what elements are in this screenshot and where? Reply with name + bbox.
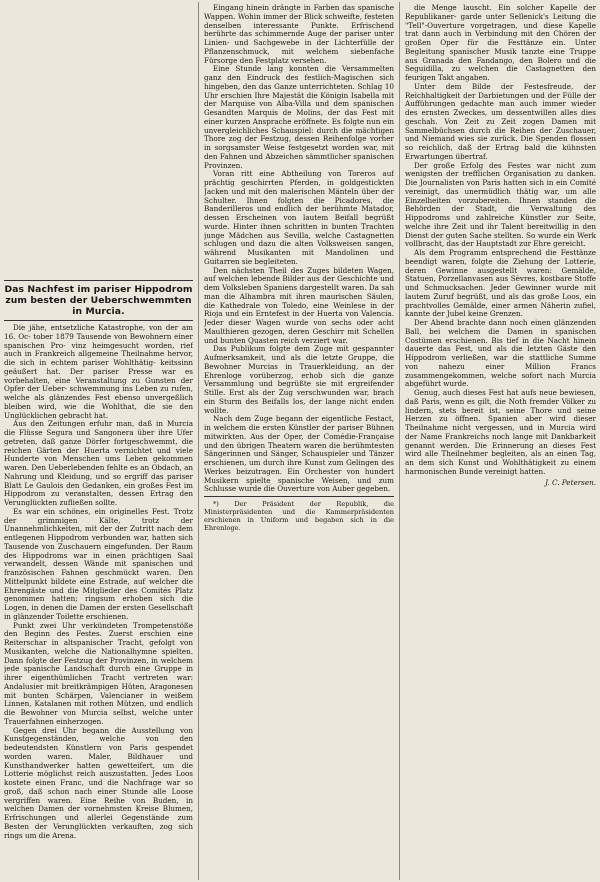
column-right	[405, 4, 596, 880]
paragraph: Punkt zwei Uhr verkündeten Trompetenstöße den Beginn des Festes. Zuerst erschien eine Reiterschar in altspanischer Tracht, gefolgt von Musikanten, welche die Nationalhymne spielten. Dann folgte der Festzug der Provinzen, in welchem jede spanische Landschaft durch eine Gruppe in ihrer eigenthümlichen Tracht vertreten war: Andalusier mit breitkrämpigen Hüten, Aragonesen mit bunten Schärpen, Valencianer in weißem Linnen, Katalanen mit rothen Mützen, und endlich die Bewohner von Murcia selbst, welche unter Trauerfahnen einherzogen.	[4, 620, 193, 726]
headline-rule	[4, 320, 193, 321]
paragraph: Aus den Zeitungen erfuhr man, daß in Murcia die Flüsse Segura und Sangonera über ihre Ufer getreten, daß ganze Dörfer fortgeschwemmt, die reichen Gärten der Huerta vernichtet und viele Hunderte von Menschen ums Leben gekommen waren. Den Ueberlebenden fehlte es an Obdach, an Nahrung und Kleidung, und so ergriff das pariser Blatt Le Gaulois den Gedanken, ein großes Fest im Hippodrom zu veranstalten, dessen Ertrag den Verunglückten zufließen sollte.	[4, 419, 193, 507]
column-middle	[204, 4, 394, 880]
paragraph: Unter dem Bilde der Festesfreude, der Reichhaltigkeit der Darbietungen und der Fülle der Aufführungen gedachte man auch immer wieder des ernsten Zweckes, um dessentwillen alles dies geschah. Von Zeit zu Zeit zogen Damen mit Sammelbüchsen durch die Reihen der Zuschauer, und Niemand wies sie zurück. Die Spenden flossen so reichlich, daß der Ertrag bald die kühnsten Erwartungen übertraf.	[405, 81, 596, 161]
paragraph: Der Abend brachte dann noch einen glänzenden Ball, bei welchem die Damen in spanischen Costümen erschienen. Bis tief in die Nacht hinein dauerte das Fest, und als die letzten Gäste den Hippodrom verließen, war die stattliche Summe von nahezu einer Million Francs zusammengekommen, welche sofort nach Murcia abgeführt wurde.	[405, 318, 596, 389]
column-left	[4, 4, 193, 880]
paragraph: Das Publikum folgte dem Zuge mit gespannter Aufmerksamkeit, und als die letzte Gruppe, die Bewohner Murcias in Trauerkleidung, an der Ehrenloge vorüberzog, erhob sich die ganze Versammlung und begrüßte sie mit ergreifender Stille. Erst als der Zug verschwunden war, brach ein Sturm des Beifalls los, der lange nicht enden wollte.	[204, 344, 394, 415]
paragraph: Nach dem Zuge begann der eigentliche Festact, in welchem die ersten Künstler der pariser Bühnen mitwirkten. Aus der Oper, der Comédie-Française und den übrigen Theatern waren die berühmtesten Sängerinnen und Sänger, Schauspieler und Tänzer erschienen, um durch ihre Kunst zum Gelingen des Werkes beizutragen. Ein Orchester von hundert Musikern spielte spanische Weisen, und zum Schlusse wurde die Ouverture von Auber gegeben.	[204, 414, 394, 494]
paragraph: Die jähe, entsetzliche Katastrophe, von der am 16. Oc- tober 1879 Tausende von Bewohnern einer spanischen Pro- vinz heimgesucht worden, rief auch in Frankreich allgemeine Theilnahme hervor, die sich in echtem pariser Wohlthätig- keitssinn geäußert hat. Der pariser Presse war es vorbehalten, eine Veranstaltung zu Gunsten der Opfer der Ueber- schwemmung ins Leben zu rufen, welche als glänzendes Fest ebenso unvergeßlich bleiben wird, wie die Wohlthat, die sie den Unglücklichen gebracht hat.	[4, 323, 193, 420]
paragraph: Gegen drei Uhr begann die Ausstellung von Kunstgegenständen, welche von den bedeutendsten Künstlern von Paris gespendet worden waren. Maler, Bildhauer und Kunsthandwerker hatten gewetteifert, um die Lotterie möglichst reich auszustatten. Jedes Loos kostete einen Franc, und die Nachfrage war so groß, daß schon nach einer Stunde alle Loose vergriffen waren. Eine Reihe von Buden, in welchen Damen der vornehmsten Kreise Blumen, Erfrischungen und allerlei Gegenstände zum Besten der Verunglückten verkauften, zog sich rings um die Arena.	[4, 725, 193, 840]
paragraph: Als dem Programm entsprechend die Festtänze beendigt waren, folgte die Ziehung der Lotterie, deren Gewinne ausgestellt waren: Gemälde, Statuen, Porzellanvasen aus Sèvres, kostbare Stoffe und Schmucksachen. Jeder Gewinner wurde mit lautem Zuruf begrüßt, und als das große Loos, ein prachtvolles Gemälde, einer armen Näherin zufiel, kannte der Jubel keine Grenzen.	[405, 248, 596, 319]
footnote-rule	[204, 496, 394, 497]
paragraph: Es war ein schönes, ein originelles Fest. Trotz der grimmigen Kälte, trotz der Unannehmlichkeiten, mit der der Zutritt nach dem entlegenen Hippodrom verbunden war, hatten sich Tausende von Zuschauern eingefunden. Der Raum des Hippodroms war in einen prächtigen Saal verwandelt, dessen Wände mit spanischen und französischen Fahnen geschmückt waren. Den Mittelpunkt bildete eine Estrade, auf welcher die Ehrengäste und die Mitglieder des Comités Platz genommen hatten; ringsum erhoben sich die Logen, in denen die Damen der ersten Gesellschaft in glänzender Toilette erschienen.	[4, 506, 193, 621]
paragraph: Den nächsten Theil des Zuges bildeten Wagen, auf welchen lebende Bilder aus der Geschichte und dem Volksleben Spaniens dargestellt waren. Da sah man die Alhambra mit ihren maurischen Säulen, die Kathedrale von Toledo, eine Weinlese in der Rioja und ein Erntefest in der Huerta von Valencia. Jeder dieser Wagen wurde von sechs oder acht Maulthieren gezogen, deren Geschirr mit Schellen und bunten Quasten reich verziert war.	[204, 265, 394, 345]
paragraph: Eingang hinein drängte in Farben das spanische Wappen. Wohin immer der Blick schweifte, festeten denselben interessante Punkte. Erfrischend berührte das schimmernde Auge der pariser unter Linien- und Sachgewebe in der Lichterfülle der Pflanzenschmuck, mit welchem siebenfache Fürsorge den Festplatz versehen.	[204, 4, 394, 65]
column-divider	[399, 2, 400, 880]
paragraph: Der große Erfolg des Festes war nicht zum wenigsten der trefflichen Organisation zu danken. Die Journalisten von Paris hatten sich in ein Comité vereinigt, das unermüdlich thätig war, um alle Einzelheiten vorzubereiten. Ihnen standen die Behörden der Stadt, die Verwaltung des Hippodroms und zahlreiche Künstler zur Seite, welche ihre Zeit und ihr Talent bereitwillig in den Dienst der guten Sache stellten. So wurde ein Werk vollbracht, das der Hauptstadt zur Ehre gereicht.	[405, 160, 596, 249]
footnote: *) Der Präsident der Republik, die Ministerpräsidenten und die Kammerpräsidenten erschienen in Uniform und begaben sich in die Ehrenloge.	[204, 500, 394, 532]
headline-rule	[4, 280, 193, 281]
column-divider	[198, 2, 199, 880]
headline-block	[4, 280, 193, 321]
paragraph: Eine Stunde lang konnten die Versammelten ganz den Eindruck des festlich-Magischen sich hingeben, den das Ganze unterrichteten. Schlag 10 Uhr erschien Ihre Majestät die Königin Isabella mit der Marquise von Alba-Villa und dem spanischen Gesandten Marquis de Molins, der das Fest mit einer kurzen Ansprache eröffnete. Es folgte nun ein unvergleichliches Schauspiel: durch die mächtigen Thore zog der Festzug, dessen Reihenfolge vorher in sorgsamster Weise festgesetzt worden war, mit den Fahnen und Abzeichen sämmtlicher spanischen Provinzen.	[204, 64, 394, 170]
paragraph: die Menge lauscht. Ein solcher Kapelle der Republikaner- garde unter Sellenick's Leitung die "Tell"-Ouverture vorgetragen, und diese Kapelle trat dann auch in Verbindung mit den Chören der großen Oper für die Festtänze ein. Unter Begleitung spanischer Musik tanzte eine Truppe aus Granada den Fandango, den Bolero und die Seguidilla, zu welchen die Castagnetten den feurigen Takt angaben.	[405, 4, 596, 82]
paragraph: Genug, auch dieses Fest hat aufs neue bewiesen, daß Paris, wenn es gilt, die Noth fremder Völker zu lindern, stets bereit ist, seine Thore und seine Herzen zu öffnen. Spanien aber wird dieser Theilnahme nicht vergessen, und in Murcia wird der Name Frankreichs noch lange mit Dankbarkeit genannt werden. Die Erinnerung an dieses Fest wird alle Theilnehmer begleiten, als an einen Tag, an dem sich Kunst und Wohlthätigkeit zu einem harmonischen Bunde vereinigt hatten.	[405, 388, 596, 476]
author-signature: J. C. Petersen.	[545, 477, 596, 487]
paragraph: Voran ritt eine Abtheilung von Toreros auf prächtig geschirrten Pferden, in goldgestickten Jacken und mit den malerischen Mänteln über der Schulter. Ihnen folgten die Picadores, die Banderilleros und endlich der berühmte Matador, dessen Erscheinen von lautem Beifall begrüßt wurde. Hinter ihnen schritten in bunten Trachten junge Mädchen aus Sevilla, welche Castagnetten schlugen und dazu die alten Volksweisen sangen, während Musikanten mit Mandolinen und Guitarren sie begleiteten.	[204, 169, 394, 266]
article-headline: Das Nachfest im pariser Hippodrom zum besten der Ueberschwemmten in Murcia.	[4, 284, 193, 317]
